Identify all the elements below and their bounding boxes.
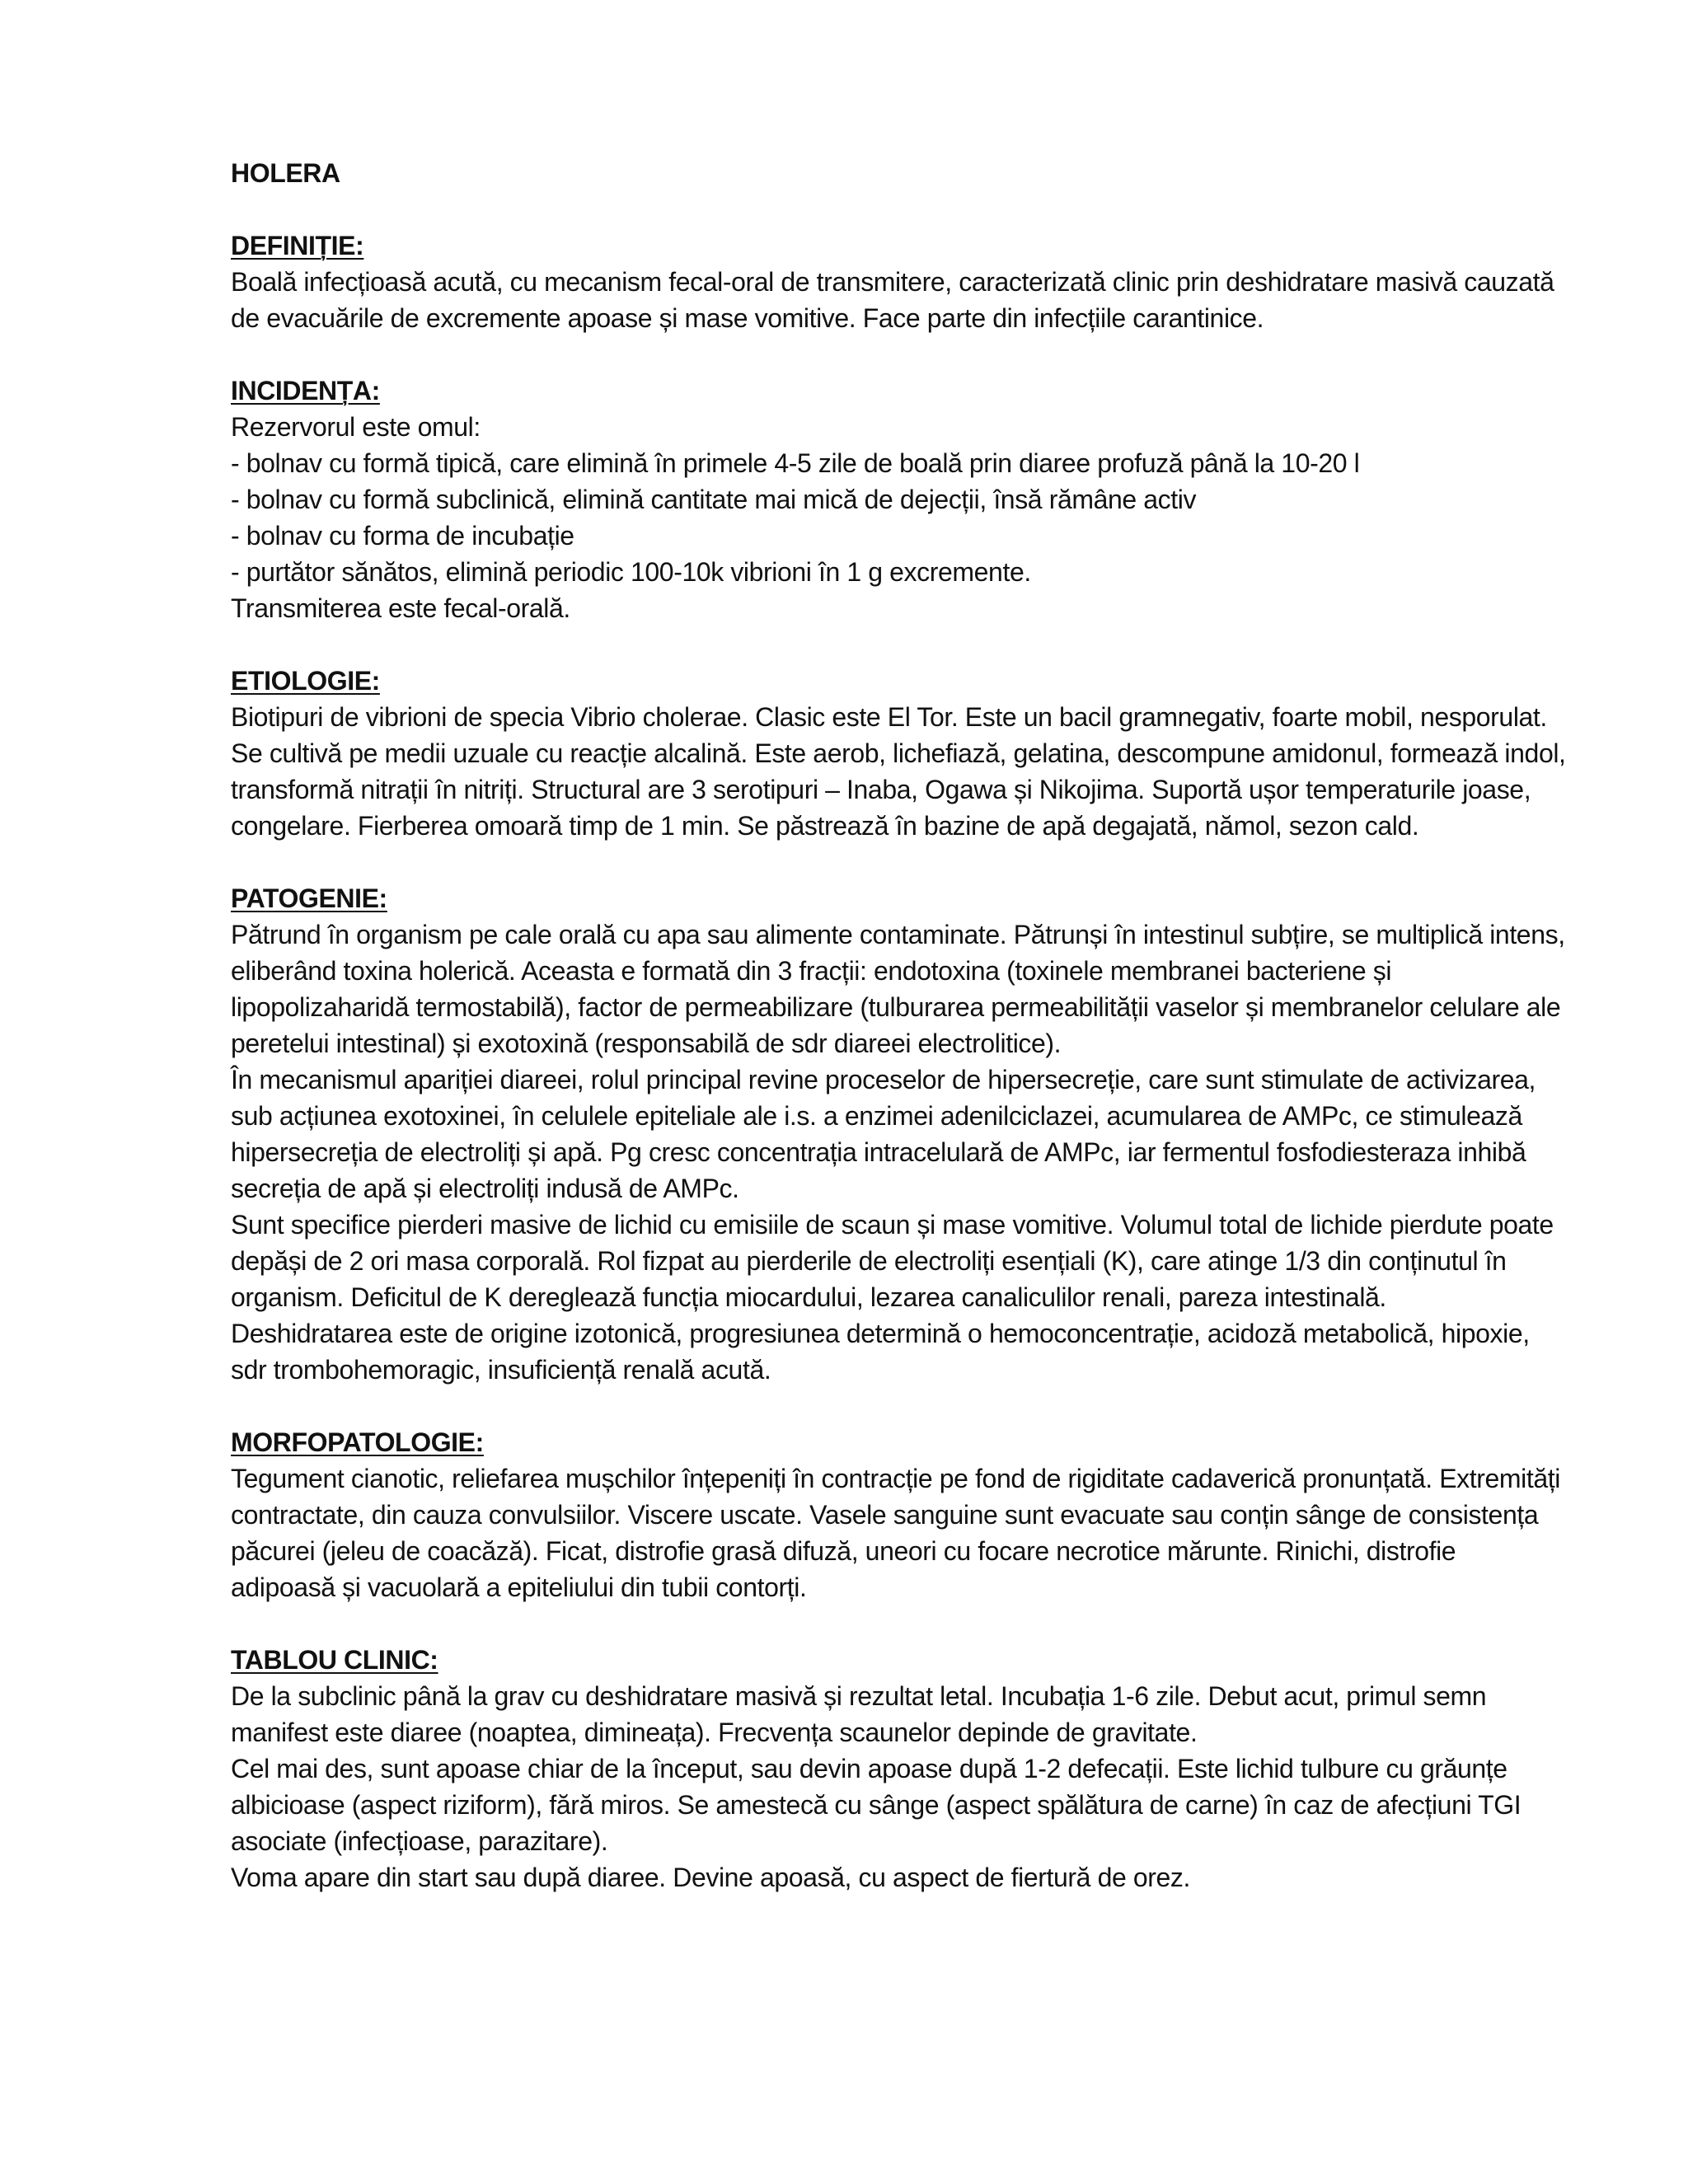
section-tablou-clinic xyxy=(231,1642,1566,1896)
section-incidenta xyxy=(231,373,1566,626)
section-heading: INCIDENȚA: xyxy=(231,376,380,405)
paragraph: Cel mai des, sunt apoase chiar de la început, sau devin apoase după 1-2 defecații. Este lichid tulbure cu grăunțe albicioase (aspect riziform), fără miros. Se amestecă cu sânge (aspect spălătura de carne) în caz de afecțiuni TGI asociate (infecțioase, parazitare). xyxy=(231,1754,1522,1856)
section-heading: MORFOPATOLOGIE: xyxy=(231,1427,484,1457)
paragraph: Boală infecțioasă acută, cu mecanism fecal-oral de transmitere, caracterizată clinic prin deshidratare masivă cauzată de evacuările de excremente apoase și mase vomitive. Face parte din infecțiile carantinice. xyxy=(231,267,1554,333)
paragraph: Pătrund în organism pe cale orală cu apa sau alimente contaminate. Pătrunși în intestinul subțire, se multiplică intens, eliberând toxina holerică. Aceasta e formată din 3 fracții: endotoxina (toxinele membranei bacteriene și lipopolizaharidă termostabilă), factor de permeabilizare (tulburarea permeabilității vaselor și membranelor celulare ale peretelui intestinal) și exotoxină (responsabilă de sdr diareei electrolitice). xyxy=(231,920,1565,1058)
paragraph: Biotipuri de vibrioni de specia Vibrio cholerae. Clasic este El Tor. Este un bacil gramnegativ, foarte mobil, nesporulat. Se cultivă pe medii uzuale cu reacție alcalină. Este aerob, lichefiază, gelatina, descompune amidonul, formează indol, transformă nitrații în nitriți. Structural are 3 serotipuri – Inaba, Ogawa și Nikojima. Suportă ușor temperaturile joase, congelare. Fierberea omoară timp de 1 min. Se păstrează în bazine de apă degajată, nămol, sezon cald. xyxy=(231,702,1566,841)
paragraph: De la subclinic până la grav cu deshidratare masivă și rezultat letal. Incubația 1-6 zile. Debut acut, primul semn manifest este diareе (noaptea, dimineața). Frecvența scaunelor depinde de gravitate. xyxy=(231,1681,1487,1747)
section-heading: PATOGENIE: xyxy=(231,883,387,913)
text-line: Transmiterea este fecal-orală. xyxy=(231,593,570,623)
document-page xyxy=(231,155,1566,1932)
section-heading: DEFINIȚIE: xyxy=(231,231,364,260)
list-item: - bolnav cu forma de incubație xyxy=(231,521,574,551)
list-item: - purtător sănătos, elimină periodic 100-10k vibrioni în 1 g excremente. xyxy=(231,557,1031,587)
section-morfopatologie xyxy=(231,1424,1566,1605)
paragraph: Sunt specifice pierderi masive de lichid cu emisiile de scaun și mase vomitive. Volumul total de lichide pierdute poate depăși de 2 ori masa corporală. Rol fizpat au pierderile de electroliți esențiali (K), care atinge 1/3 din conținutul în organism. Deficitul de K dereglează funcția miocardului, lezarea canaliculilor renali, pareza intestinală. xyxy=(231,1210,1554,1312)
list-item: - bolnav cu formă subclinică, elimină cantitate mai mică de dejecții, însă rămâne activ xyxy=(231,485,1197,514)
list-item: - bolnav cu formă tipică, care elimină în primele 4-5 zile de boală prin diaree profuză până la 10-20 l xyxy=(231,448,1360,478)
paragraph: În mecanismul apariției diareei, rolul principal revine proceselor de hipersecreție, care sunt stimulate de activizarea, sub acțiunea exotoxinei, în celulele epiteliale ale i.s. a enzimei adenilciclazei, acumularea de AMPc, ce stimulează hipersecreția de electroliți și apă. Pg cresc concentrația intracelulară de AMPc, iar fermentul fosfodiesteraza inhibă secreția de apă și electroliți indusă de AMPc. xyxy=(231,1065,1536,1203)
paragraph: Tegument cianotic, reliefarea mușchilor înțepeniți în contracție pe fond de rigiditate cadaverică pronunțată. Extremități contractate, din cauza convulsiilor. Viscere uscate. Vasele sanguine sunt evacuate sau conțin sânge de consistența păcurei (jeleu de coacăză). Ficat, distrofie grasă difuză, uneori cu focare necrotice mărunte. Rinichi, distrofie adipoasă și vacuolară a epiteliului din tubii contorți. xyxy=(231,1464,1560,1602)
section-definitie xyxy=(231,227,1566,336)
paragraph: Deshidratarea este de origine izotonică, progresiunea determină o hemoconcentrație, acidoză metabolică, hipoxie, sdr trombohemoragic, insuficiență renală acută. xyxy=(231,1319,1530,1385)
document-title: HOLERA xyxy=(231,158,340,188)
section-heading: TABLOU CLINIC: xyxy=(231,1645,438,1675)
section-heading: ETIOLOGIE: xyxy=(231,666,380,696)
section-etiologie xyxy=(231,663,1566,844)
paragraph: Voma apare din start sau după diaree. Devine apoasă, cu aspect de fiertură de orez. xyxy=(231,1863,1190,1892)
text-line: Rezervorul este omul: xyxy=(231,412,481,442)
section-patogenie xyxy=(231,880,1566,1388)
